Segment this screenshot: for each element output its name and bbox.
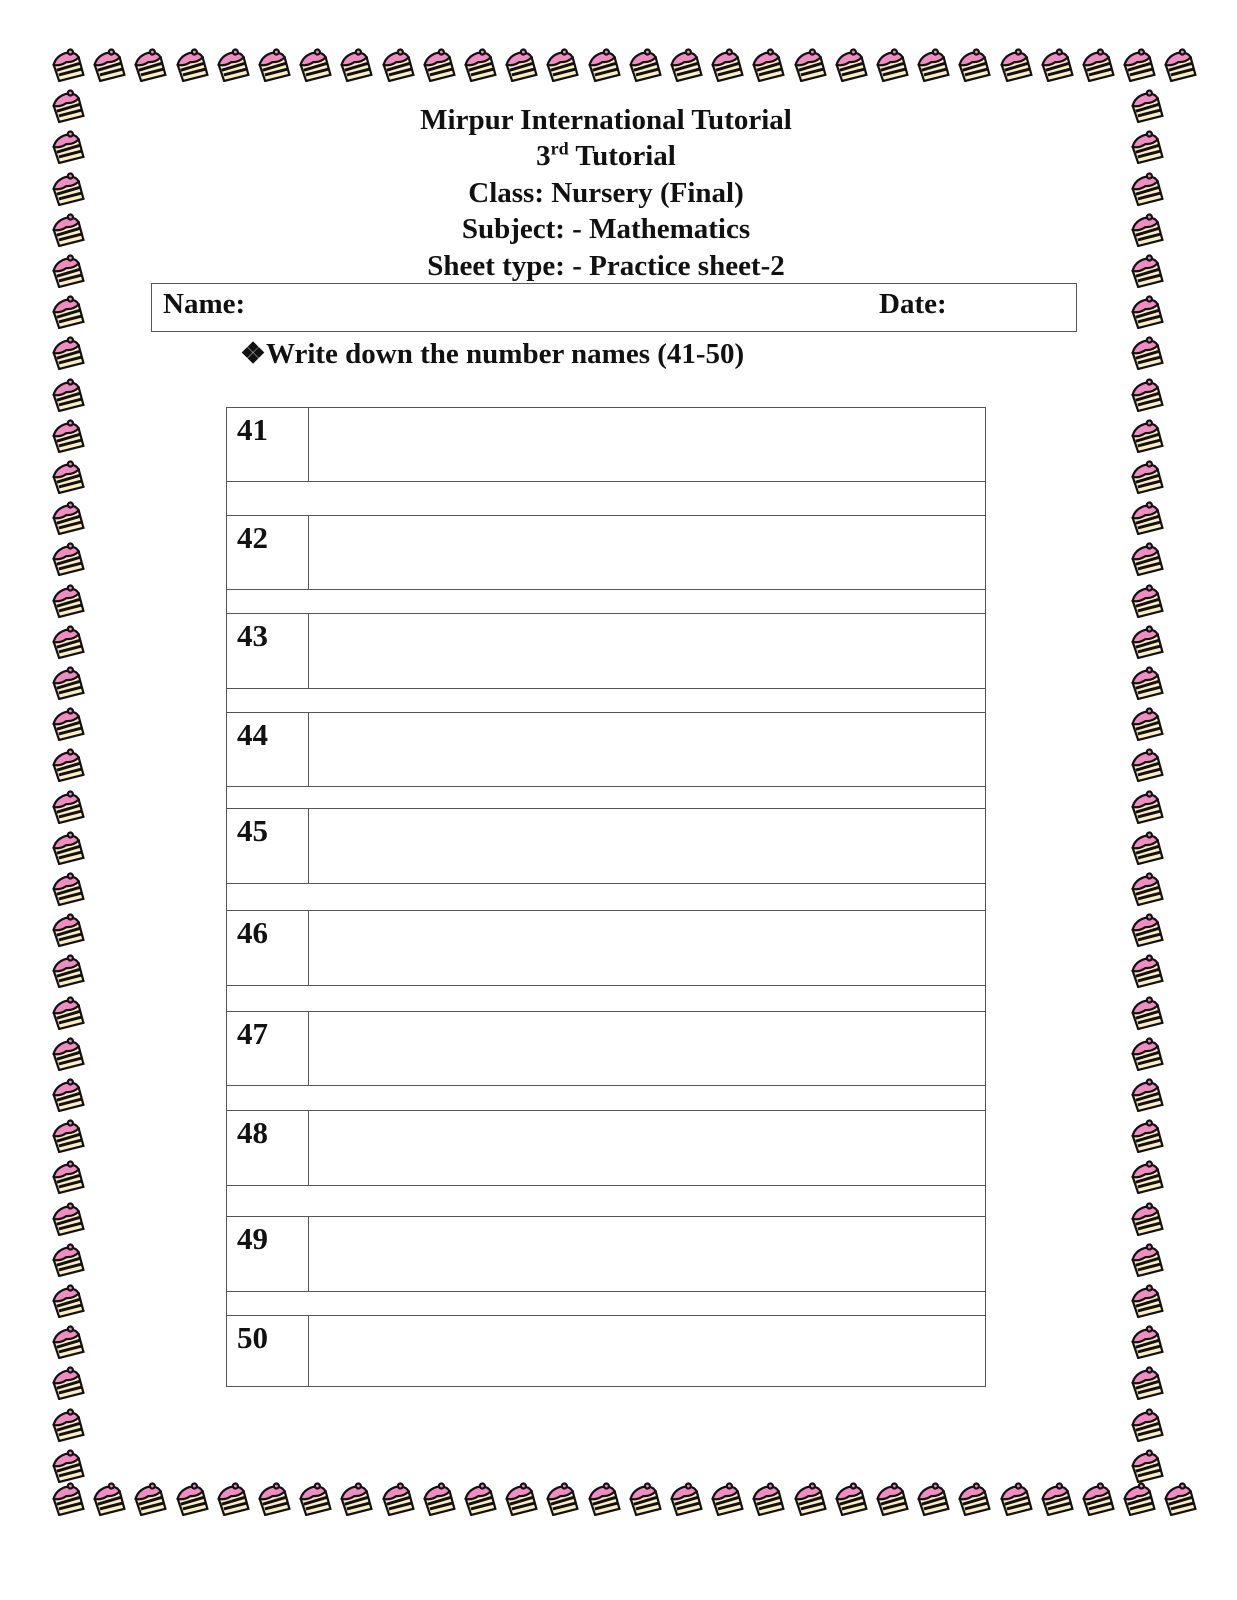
- cake-icon: [1160, 1482, 1198, 1516]
- table-row[interactable]: [226, 613, 986, 689]
- cake-icon: [336, 48, 374, 82]
- cake-icon: [913, 1482, 951, 1516]
- table-row[interactable]: [226, 515, 986, 590]
- cake-icon: [584, 1482, 622, 1516]
- cake-icon: [254, 48, 292, 82]
- cake-icon: [48, 1202, 86, 1236]
- cake-icon: [460, 1482, 498, 1516]
- cake-icon: [89, 48, 127, 82]
- name-label: Name:: [163, 288, 246, 320]
- cake-icon: [1037, 48, 1075, 82]
- cake-icon: [48, 542, 86, 576]
- subject-line: Subject: - Mathematics: [461, 213, 751, 245]
- date-label: Date:: [879, 288, 947, 320]
- cake-icon: [419, 1482, 457, 1516]
- cake-icon: [790, 48, 828, 82]
- school-name: Mirpur International Tutorial: [420, 104, 792, 136]
- cake-icon: [213, 48, 251, 82]
- cake-icon: [1127, 1366, 1165, 1400]
- row-number: 45: [227, 809, 309, 883]
- cake-icon: [48, 48, 86, 82]
- cake-icon: [1078, 1482, 1116, 1516]
- cake-icon: [954, 1482, 992, 1516]
- cake-icon: [1127, 913, 1165, 947]
- cake-icon: [48, 1325, 86, 1359]
- table-row[interactable]: [226, 1110, 986, 1186]
- cake-icon: [48, 954, 86, 988]
- spacer-row: [226, 786, 986, 809]
- cake-icon: [336, 1482, 374, 1516]
- cake-icon: [48, 336, 86, 370]
- cake-icon: [48, 1449, 86, 1483]
- table-row[interactable]: [226, 1315, 986, 1387]
- cake-icon: [1078, 48, 1116, 82]
- cake-icon: [1127, 1202, 1165, 1236]
- cake-icon: [872, 48, 910, 82]
- spacer-row: [226, 985, 986, 1012]
- cake-icon: [1127, 996, 1165, 1030]
- cake-icon: [48, 625, 86, 659]
- cake-icon: [1127, 1119, 1165, 1153]
- cake-icon: [1160, 48, 1198, 82]
- diamond-bullet-icon: ❖: [240, 338, 266, 370]
- cake-icon: [48, 1408, 86, 1442]
- table-row[interactable]: [226, 808, 986, 884]
- cake-icon: [1127, 831, 1165, 865]
- cake-icon: [48, 419, 86, 453]
- tutorial-title: [0, 138, 1212, 174]
- instruction: [240, 336, 744, 371]
- cake-icon: [1127, 1243, 1165, 1277]
- cake-icon: [48, 996, 86, 1030]
- cake-icon: [1127, 295, 1165, 329]
- cake-icon: [48, 1078, 86, 1112]
- cake-icon: [48, 1482, 86, 1516]
- cake-icon: [1127, 748, 1165, 782]
- cake-icon: [1037, 1482, 1075, 1516]
- spacer-row: [226, 481, 986, 516]
- cake-icon: [625, 48, 663, 82]
- cake-icon: [419, 48, 457, 82]
- cake-icon: [1127, 378, 1165, 412]
- cake-icon: [542, 48, 580, 82]
- cake-icon: [831, 48, 869, 82]
- cake-icon: [1127, 625, 1165, 659]
- cake-icon: [1127, 1408, 1165, 1442]
- cake-icon: [48, 748, 86, 782]
- cake-icon: [707, 1482, 745, 1516]
- table-row[interactable]: [226, 712, 986, 787]
- spacer-row: [226, 883, 986, 911]
- cake-icon: [666, 1482, 704, 1516]
- cake-icon: [48, 1366, 86, 1400]
- cake-icon: [790, 1482, 828, 1516]
- cake-icon: [172, 48, 210, 82]
- tutorial-number: 3: [536, 140, 551, 172]
- cake-icon: [1127, 1325, 1165, 1359]
- cake-icon: [831, 1482, 869, 1516]
- cake-icon: [48, 460, 86, 494]
- cake-icon: [1127, 501, 1165, 535]
- cake-icon: [1127, 336, 1165, 370]
- cake-icon: [584, 48, 622, 82]
- cake-icon: [954, 48, 992, 82]
- row-number: 41: [227, 408, 309, 481]
- cake-icon: [1127, 1449, 1165, 1483]
- cake-icon: [1127, 542, 1165, 576]
- cake-icon: [996, 48, 1034, 82]
- cake-icon: [48, 913, 86, 947]
- cake-icon: [1127, 666, 1165, 700]
- table-row[interactable]: [226, 1011, 986, 1086]
- cake-icon: [872, 1482, 910, 1516]
- cake-icon: [1119, 1482, 1157, 1516]
- cake-icon: [542, 1482, 580, 1516]
- cake-icon: [378, 48, 416, 82]
- spacer-row: [226, 1185, 986, 1217]
- spacer-row: [226, 1085, 986, 1111]
- row-number: 43: [227, 614, 309, 688]
- table-row[interactable]: [226, 910, 986, 986]
- cake-icon: [666, 48, 704, 82]
- cake-icon: [89, 1482, 127, 1516]
- class-line: Class: Nursery (Final): [468, 177, 744, 209]
- cake-icon: [748, 48, 786, 82]
- cake-icon: [295, 48, 333, 82]
- cake-icon: [172, 1482, 210, 1516]
- cake-icon: [1127, 460, 1165, 494]
- row-number: 48: [227, 1111, 309, 1185]
- cake-icon: [501, 48, 539, 82]
- row-number: 47: [227, 1012, 309, 1085]
- cake-icon: [378, 1482, 416, 1516]
- instruction-text: Write down the number names (41-50): [266, 338, 745, 370]
- spacer-row: [226, 589, 986, 614]
- cake-icon: [48, 1119, 86, 1153]
- cake-icon: [1127, 1078, 1165, 1112]
- row-number: 42: [227, 516, 309, 589]
- row-number: 49: [227, 1217, 309, 1291]
- cake-icon: [48, 1160, 86, 1194]
- cake-icon: [996, 1482, 1034, 1516]
- cake-icon: [1127, 707, 1165, 741]
- cake-icon: [625, 1482, 663, 1516]
- cake-icon: [48, 1243, 86, 1277]
- cake-icon: [254, 1482, 292, 1516]
- name-date-box[interactable]: [151, 283, 1077, 332]
- cake-icon: [501, 1482, 539, 1516]
- cake-icon: [48, 707, 86, 741]
- cake-icon: [295, 1482, 333, 1516]
- cake-icon: [130, 1482, 168, 1516]
- cake-icon: [1127, 872, 1165, 906]
- cake-icon: [1119, 48, 1157, 82]
- cake-icon: [48, 831, 86, 865]
- cake-icon: [1127, 1160, 1165, 1194]
- cake-icon: [48, 790, 86, 824]
- table-row[interactable]: [226, 407, 986, 482]
- cake-icon: [707, 48, 745, 82]
- cake-icon: [48, 1037, 86, 1071]
- row-number: 46: [227, 911, 309, 985]
- table-row[interactable]: [226, 1216, 986, 1292]
- cake-icon: [748, 1482, 786, 1516]
- cake-icon: [48, 295, 86, 329]
- cake-icon: [48, 872, 86, 906]
- cake-icon: [130, 48, 168, 82]
- sheet-type-line: Sheet type: - Practice sheet-2: [427, 250, 785, 282]
- cake-icon: [460, 48, 498, 82]
- cake-icon: [1127, 419, 1165, 453]
- cake-icon: [913, 48, 951, 82]
- cake-icon: [48, 666, 86, 700]
- spacer-row: [226, 1291, 986, 1316]
- cake-icon: [48, 378, 86, 412]
- spacer-row: [226, 688, 986, 713]
- cake-icon: [1127, 954, 1165, 988]
- row-number: 44: [227, 713, 309, 786]
- cake-icon: [1127, 584, 1165, 618]
- cake-icon: [48, 501, 86, 535]
- cake-icon: [1127, 790, 1165, 824]
- cake-icon: [213, 1482, 251, 1516]
- tutorial-word: Tutorial: [575, 140, 676, 172]
- cake-icon: [48, 1284, 86, 1318]
- cake-icon: [1127, 1284, 1165, 1318]
- row-number: 50: [227, 1316, 309, 1386]
- cake-icon: [1127, 1037, 1165, 1071]
- tutorial-suffix: rd: [550, 138, 569, 159]
- cake-icon: [48, 584, 86, 618]
